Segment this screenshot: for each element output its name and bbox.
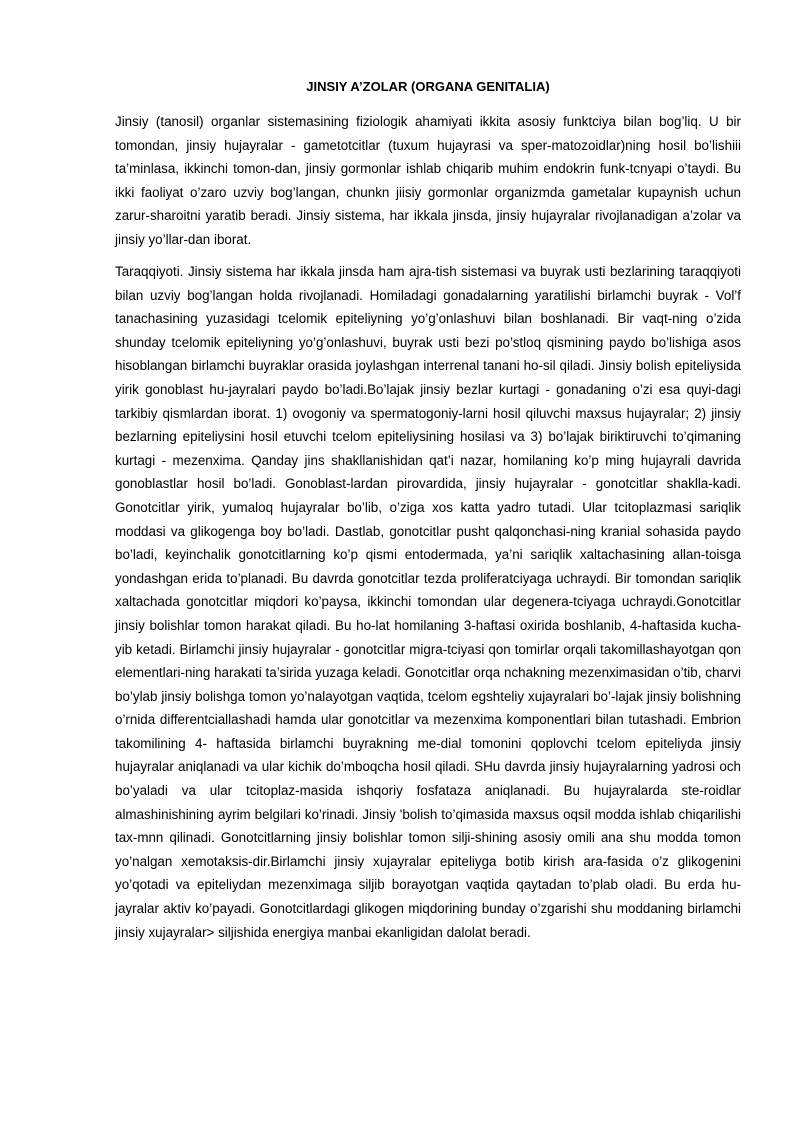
paragraph-intro: Jinsiy (tanosil) organlar sistemasining fiziologik ahamiyati ikkita asosiy funktciya bilan bog’liq. U bir tomondan, jinsiy hujayralar - gametotcitlar (tuxum hujayrasi va sper-matozoidlar)ning hosil bo’lishiii ta’minlasa, ikkinchi tomon-dan, jinsiy gormonlar ishlab chiqarib muhim endokrin funk-tcnyapi o’taydi. Bu ikki faoliyat o’zaro uzviy bog’langan, chunkn jiisiy gormonlar organizmda gametalar kupaynish uchun zarur-sharoitni yaratib beradi. Jinsiy sistema, har ikkala jinsda, jinsiy hujayralar rivojlanadigan a’zolar va jinsiy yo’llar-dan iborat.	[115, 114, 741, 247]
paragraph-development: Taraqqiyoti. Jinsiy sistema har ikkala jinsda ham ajra-tish sistemasi va buyrak usti bezlarining taraqqiyoti bilan uzviy bog’langan holda rivojlanadi. Homiladagi gonadalarning yaratilishi birlamchi buyrak - Vol’f tanachasining yuzasidagi tcelomik epiteliyning yo’g’onlashuvi bilan boshlanadi. Bir vaqt-ning o’zida shunday tcelomik epiteliyning yo’g’onlashuvi, buyrak usti bezi po’stloq qismining paydo bo’lishiga asos hisoblangan birlamchi buyraklar orasida joylashgan interrenal tanani ho-sil qiladi. Jinsiy bolish epiteliysida yirik gonoblast hu-jayralari paydo bo’ladi.Bo’lajak jinsiy bezlar kurtagi - gonadaning o’zi esa quyi-dagi tarkibiy qismlardan iborat. 1) ovogoniy va spermatogoniy-larni hosil qiluvchi maxsus hujayralar; 2) jinsiy bezlarning epiteliysini hosil etuvchi tcelom epiteliysining hosilasi va 3) bo’lajak biriktiruvchi to’qimaning kurtagi - mezenxima. Qanday jins shakllanishidan qat’i nazar, homilaning ko’p ming hujayrali davrida gonoblastlar hosil bo’ladi. Gonoblast-lardan pirovardida, jinsiy hujayralar - gonotcitlar shaklla-kadi. Gonotcitlar yirik, yumaloq hujayralar bo’lib, o’ziga xos katta yadro tutadi. Ular tcitoplazmasi sariqlik moddasi va glikogenga boy bo’ladi. Dastlab, gonotcitlar pusht qalqonchasi-ning kranial sohasida paydo bo’ladi, keyinchalik gonotcitlarning ko’p qismi entodermada, ya’ni sariqlik xaltachasining allan-toisga yondashgan erida to’planadi. Bu davrda gonotcitlar tezda proliferatciyaga uchraydi. Bir tomondan sariqlik xaltachada gonotcitlar miqdori ko’paysa, ikkinchi tomondan ular degenera-tciyaga uchraydi.Gonotcitlar jinsiy bolishlar tomon harakat qiladi. Bu ho-lat homilaning 3-haftasi oxirida boshlanib, 4-haftasida kucha-yib ketadi. Birlamchi jinsiy hujayralar - gonotcitlar migra-tciyasi qon tomirlar orqali takomillashayotgan qon elementlari-ning harakati ta’sirida yuzaga keladi. Gonotcitlar orqa nchakning mezenximasidan o’tib, charvi bo’ylab jinsiy bolishga tomon yo’nalayotgan vaqtida, tcelom egshteliy xujayralari bo’-lajak jinsiy bolishning o’rnida differentciallashadi hamda ular gonotcitlar va mezenxima komponentlari bilan tutashadi. Embrion takomilining 4- haftasida birlamchi buyrakning me-dial tomonini qoplovchi tcelom epiteliyda jinsiy hujayralar aniqlanadi va ular kichik do’mboqcha hosil qiladi. SHu davrda jinsiy hujayralarning yadrosi och bo’yaladi va ular tcitoplaz-masida ishqoriy fosfataza aniqlanadi. Bu hujayralarda ste-roidlar almashinishining ayrim belgilari ko’rinadi. Jinsiy 'bolish to’qimasida maxsus oqsil modda ishlab chiqarilishi tax-mnn qilinadi. Gonotcitlarning jinsiy bolishlar tomon silji-shining asosiy omili ana shu modda tomon yo’nalgan xemotaksis-dir.Birlamchi jinsiy xujayralar epiteliyga botib kirish ara-fasida o’z glikogenini yo’qotadi va epiteliydan mezenximaga siljib borayotgan vaqtida qaytadan to’plab oladi. Bu erda hu-jayralar aktiv ko’payadi. Gonotcitlardagi glikogen miqdorining bunday o’zgarishi shu moddaning birlamchi jinsiy xujayralar> siljishida energiya manbai ekanligidan dalolat beradi.	[115, 264, 741, 940]
document-title: JINSIY A’ZOLAR (ORGANA GENITALIA)	[306, 79, 550, 94]
